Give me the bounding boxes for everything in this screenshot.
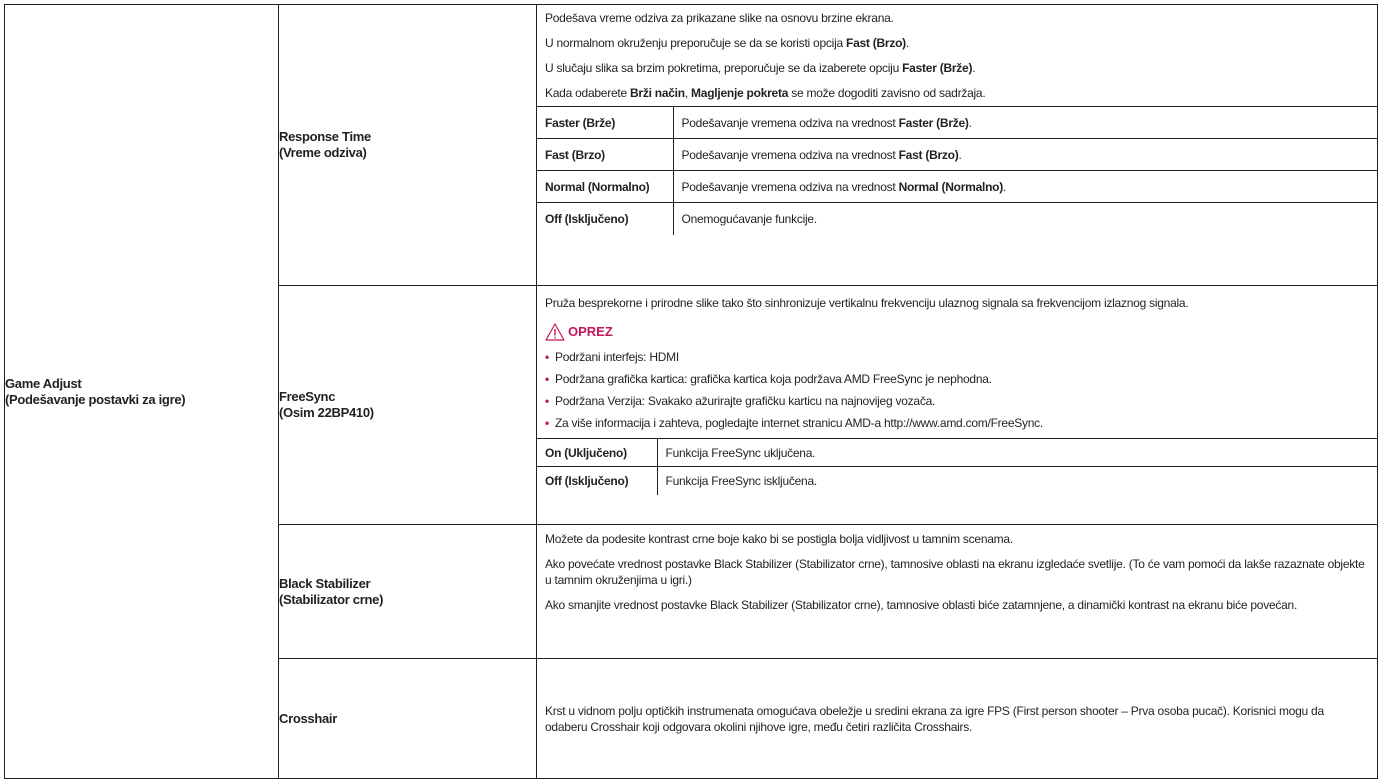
- response-time-label: Response Time: [279, 129, 371, 144]
- bullet-icon: •: [545, 394, 549, 408]
- option-row: [537, 467, 1377, 495]
- category-label: Game Adjust: [5, 375, 82, 391]
- warning-icon: [545, 323, 565, 341]
- option-desc: Onemogućavanje funkcije.: [673, 203, 1377, 235]
- option-label: Off (Isključeno): [537, 467, 657, 495]
- response-time-paragraph: Podešava vreme odziva za prikazane slike na osnovu brzine ekrana.: [545, 11, 894, 25]
- response-time-desc-cell: [537, 5, 1378, 286]
- option-label: Off (Isključeno): [537, 203, 673, 235]
- response-time-label-translation: (Vreme odziva): [279, 145, 367, 160]
- category-cell: [5, 5, 279, 779]
- response-time-paragraph: Kada odaberete Brži način, Magljenje pokreta se može dogoditi zavisno od sadržaja.: [545, 86, 986, 100]
- manual-page: [4, 4, 1378, 779]
- black-stabilizer-paragraph: Možete da podesite kontrast crne boje kako bi se postigla bolja vidljivost u tamnim scenama.: [545, 532, 1013, 546]
- freesync-desc-cell: [537, 286, 1378, 525]
- option-desc: Podešavanje vremena odziva na vrednost Faster (Brže).: [673, 107, 1377, 139]
- option-row: [537, 171, 1377, 203]
- option-desc: Podešavanje vremena odziva na vrednost Fast (Brzo).: [673, 139, 1377, 171]
- caution-item: • Za više informacija i zahteva, pogledajte internet stranicu AMD-a http://www.amd.com/FreeSync.: [545, 416, 1044, 430]
- response-time-paragraph: U slučaju slika sa brzim pokretima, preporučuje se da izaberete opciju Faster (Brže).: [545, 61, 976, 75]
- response-time-label-cell: [279, 5, 537, 286]
- freesync-label-cell: [279, 286, 537, 525]
- bullet-icon: •: [545, 372, 549, 386]
- black-stabilizer-label-translation: (Stabilizator crne): [279, 591, 384, 607]
- option-label: Normal (Normalno): [537, 171, 673, 203]
- response-time-options-table: [537, 106, 1377, 235]
- black-stabilizer-label: Black Stabilizer: [279, 575, 371, 591]
- caution-item: • Podržani interfejs: HDMI: [545, 350, 679, 364]
- option-row: [537, 203, 1377, 235]
- black-stabilizer-desc-cell: [537, 525, 1378, 659]
- response-time-paragraph: U normalnom okruženju preporučuje se da se koristi opcija Fast (Brzo).: [545, 36, 910, 50]
- caution-list: [537, 346, 1377, 438]
- freesync-label-translation: (Osim 22BP410): [279, 405, 374, 420]
- option-desc: Podešavanje vremena odziva na vrednost Normal (Normalno).: [673, 171, 1377, 203]
- option-row: [537, 439, 1377, 467]
- black-stabilizer-label-cell: [279, 525, 537, 659]
- freesync-options-table: [537, 438, 1377, 495]
- crosshair-desc-cell: [537, 659, 1378, 779]
- option-label: Fast (Brzo): [537, 139, 673, 171]
- crosshair-label: Crosshair: [279, 710, 337, 726]
- option-label: On (Uključeno): [537, 439, 657, 467]
- option-desc: Funkcija FreeSync uključena.: [657, 439, 1377, 467]
- settings-table: [4, 4, 1378, 779]
- black-stabilizer-paragraph: Ako povećate vrednost postavke Black Stabilizer (Stabilizator crne), tamnosive oblasti na ekranu izgledaće svetlije. (To će vam pomoći da lakše razaznate objekte u tamnim okruženjima u igri.): [545, 557, 1365, 587]
- bullet-icon: •: [545, 416, 549, 430]
- freesync-paragraph: Pruža besprekorne i prirodne slike tako što sinhronizuje vertikalnu frekvenciju ulaznog signala sa frekvencijom izlaznog signala.: [545, 296, 1189, 310]
- caution-heading: [537, 315, 1377, 346]
- option-row: [537, 107, 1377, 139]
- caution-item: • Podržana Verzija: Svakako ažurirajte grafičku karticu na najnovijeg vozača.: [545, 394, 936, 408]
- bullet-icon: •: [545, 350, 549, 364]
- category-label-translation: (Podešavanje postavki za igre): [5, 391, 186, 407]
- crosshair-label-cell: [279, 659, 537, 779]
- freesync-label: FreeSync: [279, 389, 336, 404]
- caution-item: • Podržana grafička kartica: grafička kartica koja podržava AMD FreeSync je nephodna.: [545, 372, 992, 386]
- option-label: Faster (Brže): [537, 107, 673, 139]
- caution-title: OPREZ: [568, 324, 613, 339]
- black-stabilizer-paragraph: Ako smanjite vrednost postavke Black Stabilizer (Stabilizator crne), tamnosive oblasti biće zatamnjene, a dinamički kontrast na ekranu biće povećan.: [545, 598, 1298, 612]
- option-desc: Funkcija FreeSync isključena.: [657, 467, 1377, 495]
- option-row: [537, 139, 1377, 171]
- crosshair-paragraph: Krst u vidnom polju optičkih instrumenata omogućava obeležje u sredini ekrana za igre FPS (First person shooter – Prva osoba pucač). Korisnici mogu da odaberu Crosshair koji odgovara okolini njihove igre, među četiri različita Crosshairs.: [545, 704, 1324, 734]
